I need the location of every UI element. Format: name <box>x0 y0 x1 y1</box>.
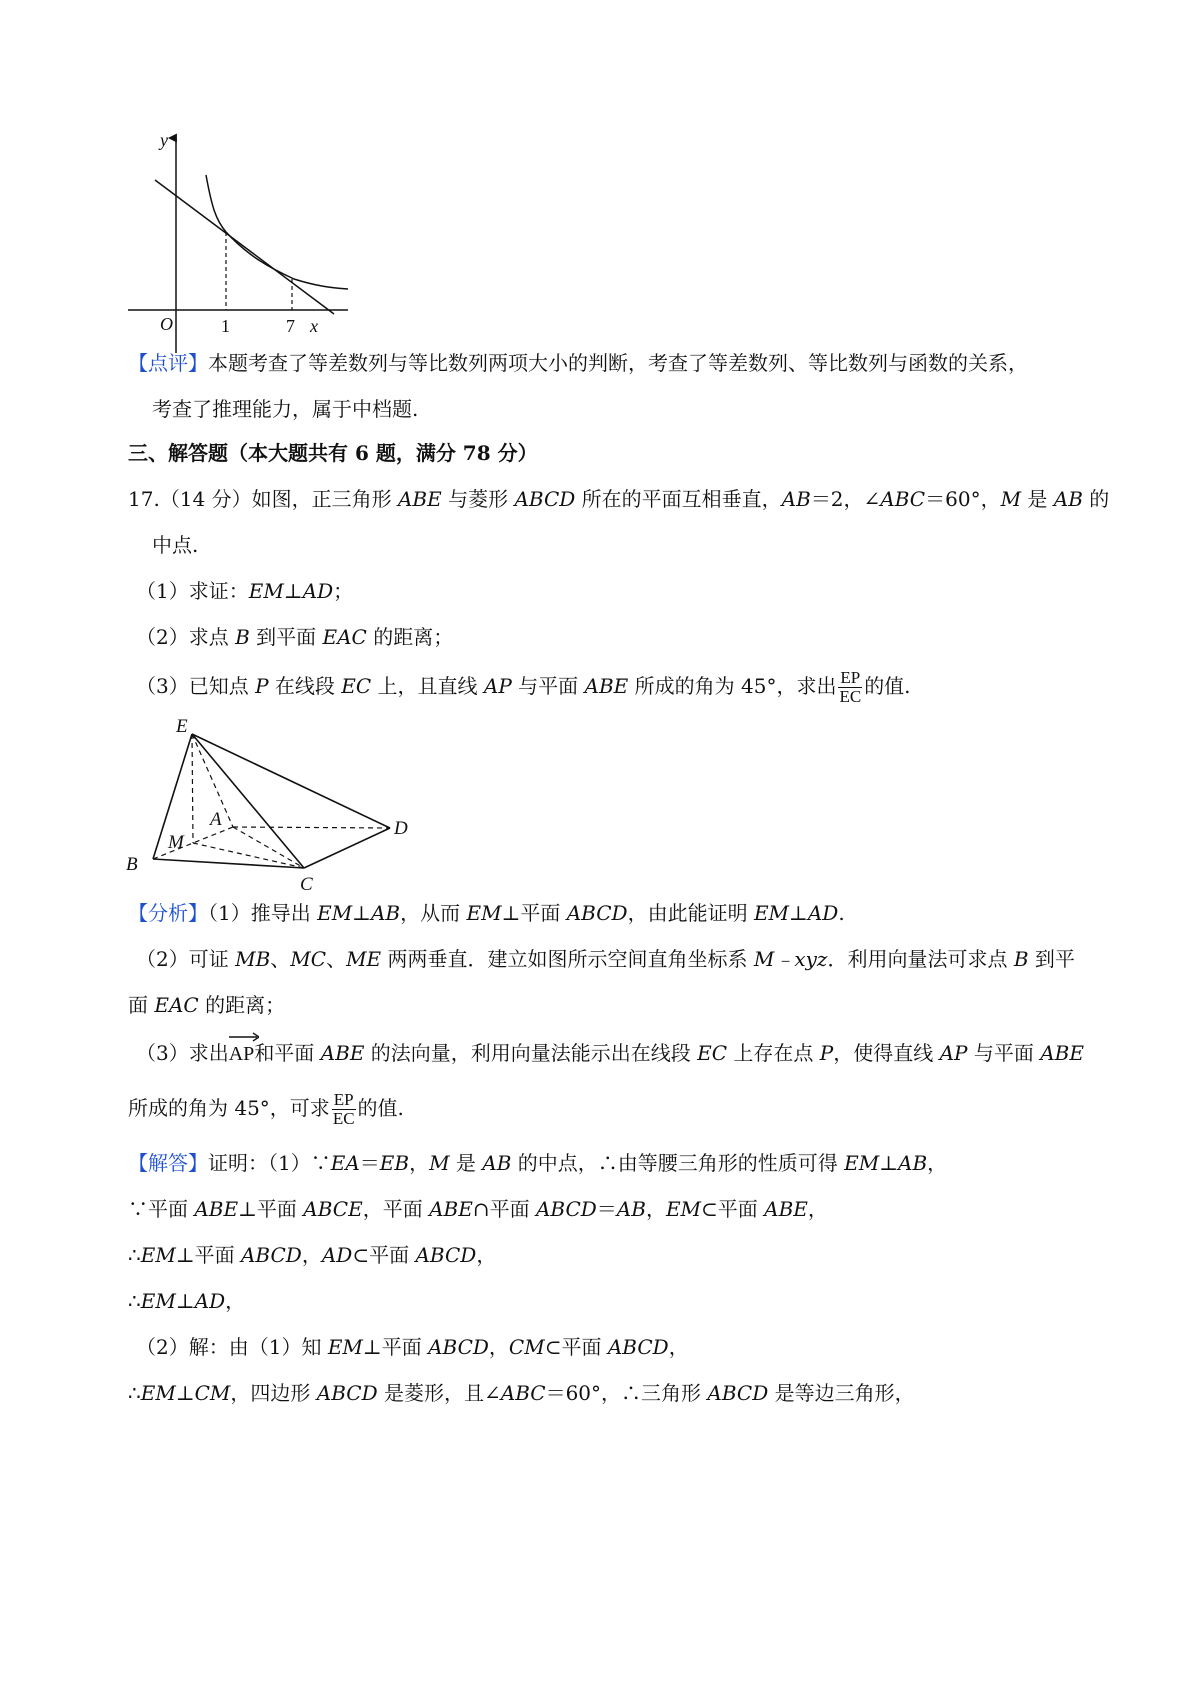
solution-var: ABCD <box>607 1335 669 1359</box>
analysis-text: . <box>838 901 845 925</box>
analysis-line-1 <box>128 900 845 926</box>
fraction-denominator: EC <box>839 687 862 706</box>
solution-text: 是 <box>449 1151 483 1175</box>
question-2 <box>136 624 453 650</box>
vertex-label-D: D <box>394 818 408 839</box>
q2-text: （2）求点 <box>136 625 236 649</box>
edge-CD <box>304 828 390 868</box>
q3-var: EC <box>341 674 372 698</box>
analysis-text: 与平面 <box>967 1041 1041 1065</box>
analysis-var: EM⊥AB <box>317 901 401 925</box>
solution-text: ⊥平面 <box>175 1243 241 1267</box>
question-1 <box>136 578 353 604</box>
analysis-var: EM⊥AD <box>753 901 839 925</box>
analysis-text: 所成的角为 45°，可求 <box>128 1096 330 1120</box>
q1-text: ； <box>333 579 354 603</box>
review-line-2 <box>152 396 418 422</box>
section-heading: 三、解答题（本大题共有 6 题，满分 78 分） <box>128 441 538 465</box>
solution-line-2 <box>128 1196 828 1222</box>
solution-text: ∩平面 <box>472 1197 536 1221</box>
solution-text: ， <box>488 1335 509 1359</box>
solution-text: ⊂平面 <box>544 1335 608 1359</box>
fraction-numerator: EP <box>333 1090 354 1109</box>
stem-text: 与菱形 <box>441 487 515 511</box>
solution-var: ABCD <box>707 1381 769 1405</box>
q2-var: EAC <box>322 625 367 649</box>
fraction-numerator: EP <box>840 668 861 687</box>
analysis-var: M﹣xyz <box>753 947 828 971</box>
analysis-text: 面 <box>128 993 155 1017</box>
solution-line-3 <box>128 1242 496 1268</box>
solution-text: ＝60°，∴三角形 <box>545 1381 708 1405</box>
vertex-label-B: B <box>126 854 138 875</box>
vertex-label-C: C <box>300 874 313 892</box>
problem-17-line-2: 中点. <box>152 533 199 557</box>
solution-var: ABCD <box>428 1335 489 1359</box>
analysis-text: 两两垂直．建立如图所示空间直角坐标系 <box>381 947 754 971</box>
problem-number: 17. <box>128 487 160 511</box>
q2-var: B <box>235 625 250 649</box>
solution-var: EM <box>327 1335 363 1359</box>
analysis-tag: 【分析】 <box>128 901 208 925</box>
fraction-ep-ec-analysis <box>332 1091 356 1128</box>
solution-var: AB <box>482 1151 512 1175</box>
function-graph <box>120 128 360 360</box>
solution-text: ， <box>668 1335 689 1359</box>
tick-label-1: 1 <box>221 316 230 336</box>
q1-expr: EM⊥AD <box>248 579 334 603</box>
q3-text: 在线段 <box>268 674 342 698</box>
origin-label: O <box>160 314 173 334</box>
solution-text: ∴ <box>128 1243 141 1267</box>
solution-line-1 <box>128 1150 947 1176</box>
pyramid-figure <box>120 712 440 892</box>
solution-var: ABCD <box>240 1243 302 1267</box>
stem-text: ＝2，∠ <box>810 487 881 511</box>
stem-var: AB <box>781 487 811 511</box>
solution-text: ， <box>476 1243 497 1267</box>
solution-var: CM <box>508 1335 545 1359</box>
solution-line-4 <box>128 1288 245 1314</box>
analysis-text: ．利用向量法可求点 <box>827 947 1014 971</box>
analysis-text: 上存在点 <box>727 1041 820 1065</box>
solution-text: ， <box>645 1197 666 1221</box>
solution-var: EM <box>665 1197 702 1221</box>
analysis-line-3 <box>128 992 285 1018</box>
solution-text: 的中点，∴由等腰三角形的性质可得 <box>511 1151 845 1175</box>
analysis-text: 和平面 <box>254 1041 321 1065</box>
analysis-line-5 <box>128 1086 404 1130</box>
fraction-denominator: EC <box>332 1109 355 1128</box>
solution-text: 是菱形，且∠ <box>377 1381 501 1405</box>
solution-text: ∴ <box>128 1289 141 1313</box>
fraction-ep-ec <box>838 669 862 706</box>
analysis-text: （2）可证 <box>136 947 236 971</box>
solution-text: ⊂平面 <box>352 1243 416 1267</box>
solution-text: ，四边形 <box>230 1381 317 1405</box>
analysis-text: （3）求出 <box>136 1041 229 1065</box>
solution-text: ， <box>807 1197 828 1221</box>
stem-var: AB <box>1053 487 1083 511</box>
analysis-text: ，由此能证明 <box>627 901 754 925</box>
q2-text: 到平面 <box>249 625 323 649</box>
q3-var: AP <box>483 674 512 698</box>
q3-text: 与平面 <box>511 674 585 698</box>
q3-text: 所成的角为 45°，求出 <box>628 674 837 698</box>
solution-var: EM⊥CM <box>140 1381 231 1405</box>
review-text-2: 考查了推理能力，属于中档题. <box>152 397 419 421</box>
solution-var: ABE <box>429 1197 473 1221</box>
solution-text: ⊥平面 <box>238 1197 304 1221</box>
solution-text: ， <box>927 1151 948 1175</box>
solution-line-6 <box>128 1380 915 1406</box>
stem-text: 是 <box>1021 487 1054 511</box>
analysis-text: （1）推导出 <box>208 901 318 925</box>
problem-score: （14 分） <box>159 487 252 511</box>
analysis-var: ABE <box>320 1041 365 1065</box>
review-tag: 【点评】 <box>128 351 208 375</box>
stem-text: ＝60°， <box>925 487 1001 511</box>
analysis-text: ，从而 <box>400 901 467 925</box>
stem-text: 如图，正三角形 <box>251 487 398 511</box>
stem-var: ABC <box>880 487 926 511</box>
solution-var: EM⊥AB <box>844 1151 928 1175</box>
y-axis-label: y <box>160 130 168 150</box>
vertex-label-M: M <box>168 832 184 853</box>
q3-text: 上，且直线 <box>371 674 484 698</box>
analysis-var: AP <box>939 1041 968 1065</box>
stem-var: ABE <box>397 487 442 511</box>
solution-var: ABCD <box>415 1243 477 1267</box>
solution-text: （2）解：由（1）知 <box>136 1335 328 1359</box>
analysis-text: 的值. <box>357 1096 404 1120</box>
solution-var: ABC <box>500 1381 546 1405</box>
solution-text: ＝ <box>359 1151 380 1175</box>
analysis-var: P <box>819 1041 834 1065</box>
solution-text: ， <box>225 1289 246 1313</box>
analysis-text: 、 <box>326 947 347 971</box>
q1-text: （1）求证： <box>136 579 249 603</box>
solution-line-5 <box>136 1334 689 1360</box>
vector-ap <box>229 1041 255 1067</box>
vertex-label-A: A <box>210 809 222 830</box>
edge-EM <box>192 734 193 843</box>
solution-text: ，平面 <box>362 1197 430 1221</box>
solution-var: ABCD <box>316 1381 378 1405</box>
edge-AC <box>233 827 304 868</box>
vertex-label-E: E <box>176 716 188 737</box>
analysis-line-2 <box>136 946 1075 972</box>
solution-text: 是等边三角形， <box>768 1381 915 1405</box>
stem-text: 的 <box>1082 487 1110 511</box>
solution-text: 证明：（1）∵ <box>208 1151 331 1175</box>
problem-17-line-1 <box>128 486 1109 512</box>
analysis-var: EAC <box>154 993 199 1017</box>
solution-text: ⊂平面 <box>701 1197 765 1221</box>
q3-var: P <box>255 674 269 698</box>
solution-text: ， <box>301 1243 322 1267</box>
tick-label-7: 7 <box>286 316 295 336</box>
stem-var: ABCD <box>514 487 576 511</box>
solution-text: ， <box>409 1151 430 1175</box>
analysis-line-4 <box>136 1040 1084 1067</box>
analysis-var: ABE <box>1040 1041 1084 1065</box>
analysis-var: ABCD <box>566 901 628 925</box>
solution-var: EB <box>379 1151 410 1175</box>
solution-var: AD <box>321 1243 353 1267</box>
analysis-var: ME <box>346 947 382 971</box>
review-text-1: 本题考查了等差数列与等比数列两项大小的判断，考查了等差数列、等比数列与函数的关系， <box>208 351 1028 375</box>
solution-text: ⊥平面 <box>362 1335 429 1359</box>
solution-var: M <box>429 1151 450 1175</box>
edge-AD <box>233 827 390 828</box>
analysis-var: EC <box>697 1041 728 1065</box>
analysis-var: B <box>1013 947 1029 971</box>
solution-var: ABE <box>764 1197 808 1221</box>
edge-EC <box>192 734 304 868</box>
x-axis-label: x <box>310 316 318 336</box>
review-line-1 <box>128 350 1028 376</box>
solution-var: AB <box>616 1197 646 1221</box>
tangent-line <box>155 180 334 314</box>
analysis-var: MB <box>235 947 271 971</box>
solution-text: ∵平面 <box>128 1197 195 1221</box>
question-3 <box>136 664 911 708</box>
q2-text: 的距离； <box>366 625 454 649</box>
q3-text: 的值. <box>864 674 911 698</box>
analysis-text: 、 <box>270 947 291 971</box>
analysis-text: 的法向量，利用向量法能示出在线段 <box>364 1041 698 1065</box>
solution-var: ABCD <box>535 1197 597 1221</box>
solution-text: ∴ <box>128 1381 141 1405</box>
analysis-text: 的距离； <box>198 993 286 1017</box>
solution-text: ＝ <box>596 1197 617 1221</box>
q3-var: ABE <box>584 674 629 698</box>
solution-var: EM⊥AD <box>140 1289 226 1313</box>
vector-text: AP <box>228 1043 255 1065</box>
solution-var: ABE <box>194 1197 239 1221</box>
analysis-text: 到平 <box>1028 947 1075 971</box>
solution-var: ABCE <box>303 1197 363 1221</box>
solution-tag: 【解答】 <box>128 1151 208 1175</box>
analysis-text: ，使得直线 <box>833 1041 940 1065</box>
analysis-var: MC <box>290 947 327 971</box>
stem-text: 所在的平面互相垂直， <box>575 487 782 511</box>
stem-var: M <box>1000 487 1022 511</box>
analysis-var: EM <box>466 901 502 925</box>
solution-var: EM <box>140 1243 176 1267</box>
analysis-text: ⊥平面 <box>501 901 567 925</box>
edge-ED <box>192 734 390 828</box>
solution-var: EA <box>330 1151 360 1175</box>
q3-text: （3）已知点 <box>136 674 256 698</box>
vector-arrow-icon <box>229 1032 259 1042</box>
